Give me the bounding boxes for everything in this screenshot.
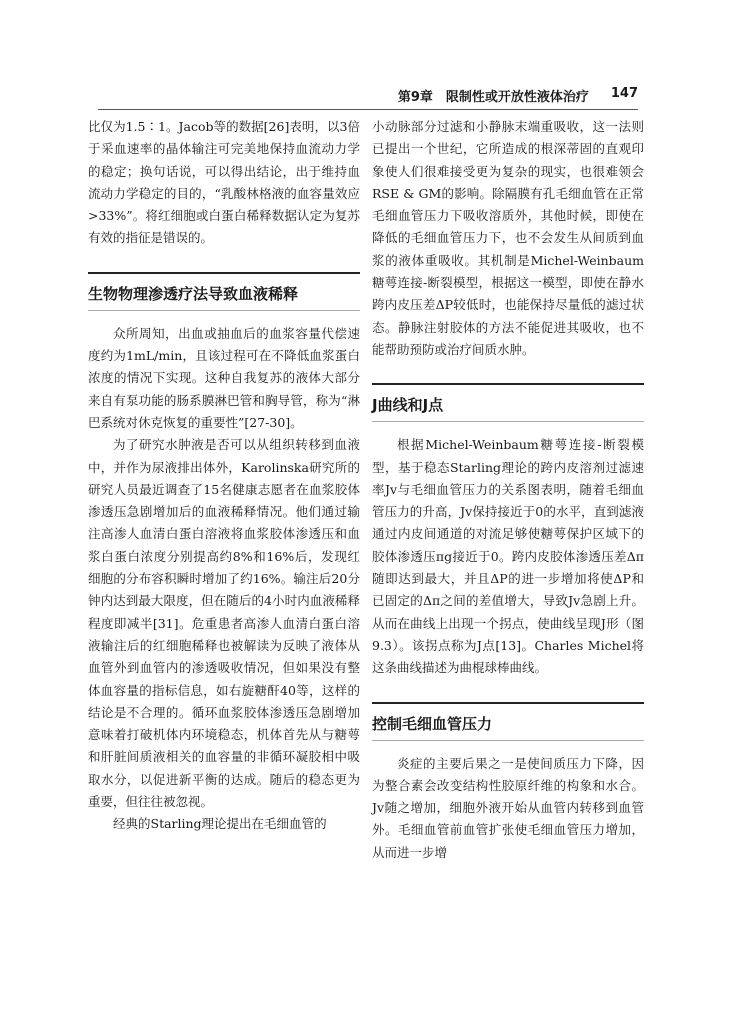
chapter-title: 第9章 限制性或开放性液体治疗 xyxy=(397,90,589,105)
left-intro-paragraph: 比仅为1.5∶1。Jacob等的数据[26]表明，以3倍于采血速率的晶体输注可完美地保持血流动力学的稳定；换句话说，可以得出结论，出于维持血流动力学稳定的目的，“乳酸林格液的血容量效应>33%”。将红细胞或白蛋白稀释数据认定为复苏有效的指征是错误的。 xyxy=(88,119,360,246)
left-paragraph-2: 为了研究水肿液是否可以从组织转移到血液中，并作为尿液排出体外，Karolinska研究所的研究人员最近调查了15名健康志愿者在血浆胶体渗透压急剧增加后的血液稀释情况。他们通过输注高渗人血清白蛋白溶液将血浆胶体渗透压和血浆白蛋白浓度分别提高约8%和16%后，发现红细胞的分布容积瞬时增加了约16%。输注后20分钟内达到最大限度，但在随后的4小时内血液稀释程度即减半[31]。危重患者高渗人血清白蛋白溶液输注后的红细胞稀释也被解读为反映了液体从血管外到血管内的渗透吸收情况，但如果没有整体血容量的指标信息，如右旋糖酐40等，这样的结论是不合理的。循环血浆胶体渗透压急剧增加意味着打破机体内环境稳态，机体首先从与糖萼和肝脏间质液相关的血容量的非循环凝胶相中吸取水分，以促进新平衡的达成。随后的稳态更为重要，但往往被忽视。 xyxy=(88,437,360,810)
right-paragraph-2: 炎症的主要后果之一是使间质压力下降，因为整合素会改变结构性胶原纤维的构象和水合。Jv随之增加，细胞外液开始从血管内转移到血管外。毛细血管前血管扩张使毛细血管压力增加，从而进一步增 xyxy=(372,755,644,860)
right-paragraph-1: 根据Michel-Weinbaum糖萼连接-断裂模型，基于稳态Starling理论的跨内皮溶剂过滤速率Jv与毛细血管压力的关系图表明，随着毛细血管压力的升高，Jv保持接近于0的水平，直到滤液通过内皮间通道的对流足够使糖萼保护区域下的胶体渗透压πg接近于0。跨内皮胶体渗透压差Δπ随即达到最大，并且ΔP的进一步增加将使ΔP和已固定的Δπ之间的差值增大，导致Jv急剧上升。从而在曲线上出现一个拐点，使曲线呈现J形（图9.3）。该拐点称为J点[13]。Charles Michel将这条曲线描述为曲棍球棒曲线。 xyxy=(372,437,644,676)
left-paragraph-3: 经典的Starling理论提出在毛细血管的 xyxy=(113,816,327,832)
left-paragraph-1: 众所周知，出血或抽血后的血浆容量代偿速度约为1mL/min，且该过程可在不降低血浆蛋白浓度的情况下实现。这种自我复苏的液体大部分来自有泵功能的肠系膜淋巴管和胸导管，称为“淋巴系统对休克恢复的重要性”[27-30]。 xyxy=(88,325,360,430)
section-title-biophysical-osmotic: 生物物理渗透疗法导致血液稀释 xyxy=(88,272,360,311)
left-column xyxy=(88,116,360,836)
section-title-capillary-pressure: 控制毛细血管压力 xyxy=(372,702,644,741)
right-intro-paragraph: 小动脉部分过滤和小静脉末端重吸收，这一法则已提出一个世纪，它所造成的根深蒂固的直观印象使人们很难接受更为复杂的现实，也很难领会RSE & GM的影响。除隔膜有孔毛细血管在正常毛细血管压力下吸收溶质外，其他时候，即使在降低的毛细血管压力下，也不会发生从间质到血浆的液体重吸收。其机制是Michel-Weinbaum糖萼连接-断裂模型，根据这一模型，即使在静水跨内皮压差ΔP较低时，也能保持尽量低的滤过状态。静脉注射胶体的方法不能促进其吸收，也不能帮助预防或治疗间质水肿。 xyxy=(372,119,644,357)
page-number: 147 xyxy=(610,86,638,101)
header-rule xyxy=(98,109,638,110)
section-title-j-curve: J曲线和J点 xyxy=(372,383,644,422)
running-header xyxy=(98,86,638,108)
right-column xyxy=(372,116,644,864)
